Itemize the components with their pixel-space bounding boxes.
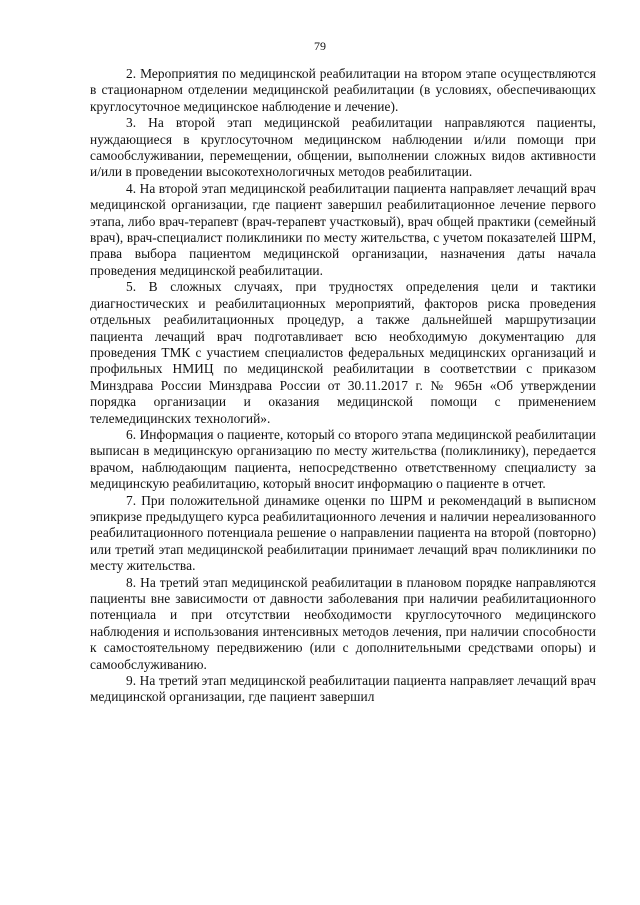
page-number: 79: [314, 39, 326, 53]
paragraph-item-8: 8. На третий этап медицинской реабилитации в плановом порядке направляются пациенты вне зависимости от давности заболевания при наличии реабилитационного потенциала и при отсутствии необходимости круглосуточного медицинского наблюдения и использования интенсивных методов лечения, при наличии способности к самостоятельному передвижению (или с дополнительными средствами опоры) и самообслуживанию.: [90, 574, 596, 672]
document-body: [90, 66, 596, 706]
paragraph-item-9: 9. На третий этап медицинской реабилитации пациента направляет лечащий врач медицинской организации, где пациент завершил: [90, 673, 596, 705]
paragraph-item-4: 4. На второй этап медицинской реабилитации пациента направляет лечащий врач медицинской организации, где пациент завершил реабилитационное лечение первого этапа, либо врач-терапевт (врач-терапевт участковый), врач общей практики (семейный врач), врач-специалист поликлиники по месту жительства, с учетом показателей ШРМ, права выбора пациентом медицинской организации, назначения даты начала проведения медицинской реабилитации.: [90, 180, 596, 278]
paragraph-item-6: 6. Информация о пациенте, который со второго этапа медицинской реабилитации выписан в медицинскую организацию по месту жительства (поликлинику), передается врачом, наблюдающим пациента, непосредственно ответственному специалисту за медицинскую реабилитацию, который вносит информацию о пациенте в отчет.: [90, 426, 596, 492]
paragraph-item-5: 5. В сложных случаях, при трудностях определения цели и тактики диагностических и реабилитационных мероприятий, факторов риска проведения отдельных реабилитационных процедур, а также дальнейшей маршрутизации пациента лечащий врач подготавливает всю необходимую документацию для проведения ТМК с участием специалистов федеральных медицинских организаций и профильных НМИЦ по медицинской реабилитации в соответствии с приказом Минздрава России Минздрава России от 30.11.2017 г. № 965н «Об утверждении порядка организации и оказания медицинской помощи с применением телемедицинских технологий».: [90, 279, 596, 426]
paragraph-item-3: 3. На второй этап медицинской реабилитации направляются пациенты, нуждающиеся в круглосуточном медицинском наблюдении и/или помощи при самообслуживании, перемещении, общении, выполнении сложных видов активности и/или в проведении высокотехнологичных методов реабилитации.: [90, 115, 596, 180]
paragraph-item-2: 2. Мероприятия по медицинской реабилитации на втором этапе осуществляются в стационарном отделении медицинской реабилитации (в условиях, обеспечивающих круглосуточное медицинское наблюдение и лечение).: [90, 66, 596, 114]
paragraph-item-7: 7. При положительной динамике оценки по ШРМ и рекомендаций в выписном эпикризе предыдущего курса реабилитационного лечения и наличии нереализованного реабилитационного потенциала решение о направлении пациента на второй (повторно) или третий этап медицинской реабилитации принимает лечащий врач поликлиники по месту жительства.: [90, 492, 596, 574]
